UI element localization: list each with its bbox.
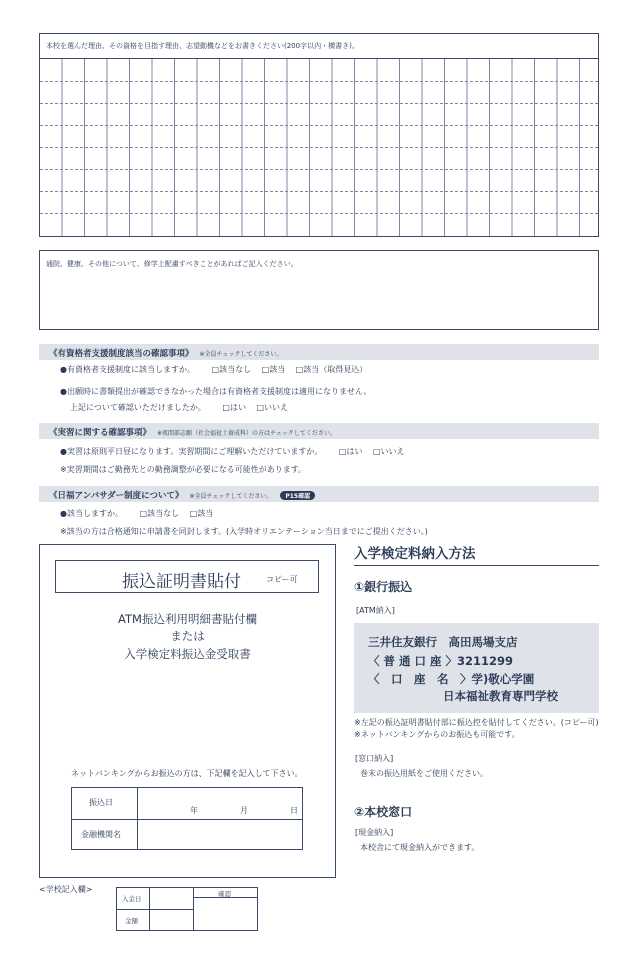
account-name-2: 日本福祉教育専門学校 bbox=[443, 689, 558, 703]
practicum-header bbox=[39, 423, 599, 439]
notes-prompt: 通院、健康、その他について、修学上配慮すべきことがあればご記入ください。 bbox=[46, 260, 298, 268]
slip-copy-note: コピー可 bbox=[266, 575, 298, 584]
school-window-heading: ②本校窓口 bbox=[354, 805, 413, 819]
opt-checkbox[interactable]: □該当なし bbox=[139, 509, 180, 518]
grid-row-line bbox=[40, 81, 598, 82]
netbank-note: ネットバンキングからお振込の方は、下記欄を記入して下さい。 bbox=[71, 769, 303, 778]
grid-row-line bbox=[40, 169, 598, 170]
practicum-q1: ●実習は原則平日昼になります。実習期間にご理解いただけていますか。 bbox=[60, 447, 323, 456]
ambassador-q1-row bbox=[60, 508, 213, 519]
payment-heading: 入学検定料納入方法 bbox=[354, 546, 476, 562]
cash-label: [現金納入] bbox=[355, 828, 394, 837]
table-divider bbox=[117, 909, 193, 910]
bank-field[interactable] bbox=[138, 821, 302, 849]
date-label: 振込日 bbox=[89, 798, 113, 807]
table-divider bbox=[193, 888, 194, 930]
grid-row-line bbox=[40, 147, 598, 148]
date-field[interactable] bbox=[138, 789, 302, 818]
practicum-title: 《実習に関する確認事項》 bbox=[49, 428, 152, 438]
qualification-header bbox=[39, 344, 599, 360]
received-label: 入金日 bbox=[122, 895, 142, 903]
opt-checkbox[interactable]: □はい bbox=[222, 403, 246, 412]
heading-rule bbox=[354, 565, 599, 566]
bank-note-1: ※左記の振込証明書貼付部に振込控を貼付してください。(コピー可) bbox=[354, 718, 599, 727]
slip-title: 振込証明書貼付 bbox=[122, 572, 241, 592]
bank-label: 金融機関名 bbox=[81, 830, 121, 839]
opt-checkbox[interactable]: □該当 bbox=[261, 365, 286, 374]
practicum-q1-row bbox=[60, 446, 405, 457]
atm-label: [ATM納入] bbox=[356, 606, 395, 615]
practicum-note2: ※実習期間はご勤務先との勤務調整が必要になる可能性があります。 bbox=[60, 465, 307, 474]
amount-label: 金額 bbox=[125, 917, 138, 925]
window-text: 巻末の振込用紙をご使用ください。 bbox=[360, 769, 488, 778]
bank-note-2: ※ネットバンキングからのお振込も可能です。 bbox=[354, 730, 520, 739]
bank-info-box bbox=[354, 623, 599, 713]
window-label: [窓口納入] bbox=[355, 754, 394, 763]
qualification-note: ※全員チェックしてください。 bbox=[199, 351, 283, 358]
slip-center-line: 入学検定料振込金受取書 bbox=[124, 647, 251, 661]
ambassador-note2: ※該当の方は合格通知に申請書を同封します。(入学時オリエンテーション当日までにご提出ください。) bbox=[60, 527, 428, 536]
ambassador-note: ※全員チェックしてください。 bbox=[189, 493, 273, 500]
grid-row-line bbox=[40, 103, 598, 104]
essay-prompt: 本校を選んだ理由、その資格を目指す理由、志望動機などをお書きください(200字以内・横書き)。 bbox=[46, 42, 359, 50]
qualification-q2b: 上記について確認いただけましたか。 bbox=[70, 403, 206, 412]
ambassador-title: 《日福アンバサダー制度について》 bbox=[49, 491, 184, 501]
practicum-note: ※夜間部志願（社会福祉士養成科）の方はチェックしてください。 bbox=[157, 430, 336, 437]
account-number: 〈 普 通 口 座 〉3211299 bbox=[368, 654, 514, 668]
opt-checkbox[interactable]: □はい bbox=[338, 447, 363, 456]
essay-box[interactable] bbox=[39, 33, 599, 237]
school-use-table bbox=[116, 887, 258, 931]
qualification-q1-row bbox=[60, 364, 367, 375]
qualification-q2: ●出願時に書類提出が確認できなかった場合は有資格者支援制度は適用になりません。 bbox=[60, 387, 372, 396]
opt-checkbox[interactable]: □該当（取得見込） bbox=[295, 365, 368, 374]
notes-box[interactable] bbox=[39, 250, 599, 330]
month-label: 月 bbox=[240, 806, 248, 815]
opt-checkbox[interactable]: □いいえ bbox=[256, 403, 289, 412]
account-name: 〈 口 座 名 〉学)敬心学園 bbox=[368, 672, 535, 686]
bank-heading: ①銀行振込 bbox=[354, 580, 413, 594]
table-divider bbox=[149, 888, 150, 930]
netbank-table bbox=[71, 787, 303, 850]
opt-checkbox[interactable]: □いいえ bbox=[373, 447, 405, 456]
slip-center-line: または bbox=[170, 629, 205, 643]
cash-text: 本校舎にて現金納入ができます。 bbox=[360, 843, 480, 852]
ambassador-q1: ●該当しますか。 bbox=[60, 509, 123, 518]
slip-center-line: ATM振込利用明細書貼付欄 bbox=[118, 612, 257, 626]
ambassador-header bbox=[39, 486, 599, 502]
opt-checkbox[interactable]: □該当なし bbox=[211, 365, 252, 374]
check-label: 確認 bbox=[218, 890, 231, 898]
grid-row-line bbox=[40, 213, 598, 214]
qualification-q1: ●有資格者支援制度に該当しますか。 bbox=[60, 365, 195, 374]
grid-row-line bbox=[40, 191, 598, 192]
table-divider bbox=[72, 819, 302, 820]
slip-title-box bbox=[55, 560, 319, 593]
day-label: 日 bbox=[290, 806, 298, 815]
grid-row-line bbox=[40, 125, 598, 126]
year-label: 年 bbox=[190, 806, 198, 815]
page-ref-badge: P15確認 bbox=[280, 491, 315, 500]
qualification-title: 《有資格者支援制度該当の確認事項》 bbox=[49, 349, 194, 359]
qualification-q2b-row bbox=[70, 402, 288, 413]
school-use-label: <学校記入欄> bbox=[39, 885, 93, 894]
opt-checkbox[interactable]: □該当 bbox=[189, 509, 214, 518]
bank-name: 三井住友銀行 高田馬場支店 bbox=[368, 635, 518, 649]
